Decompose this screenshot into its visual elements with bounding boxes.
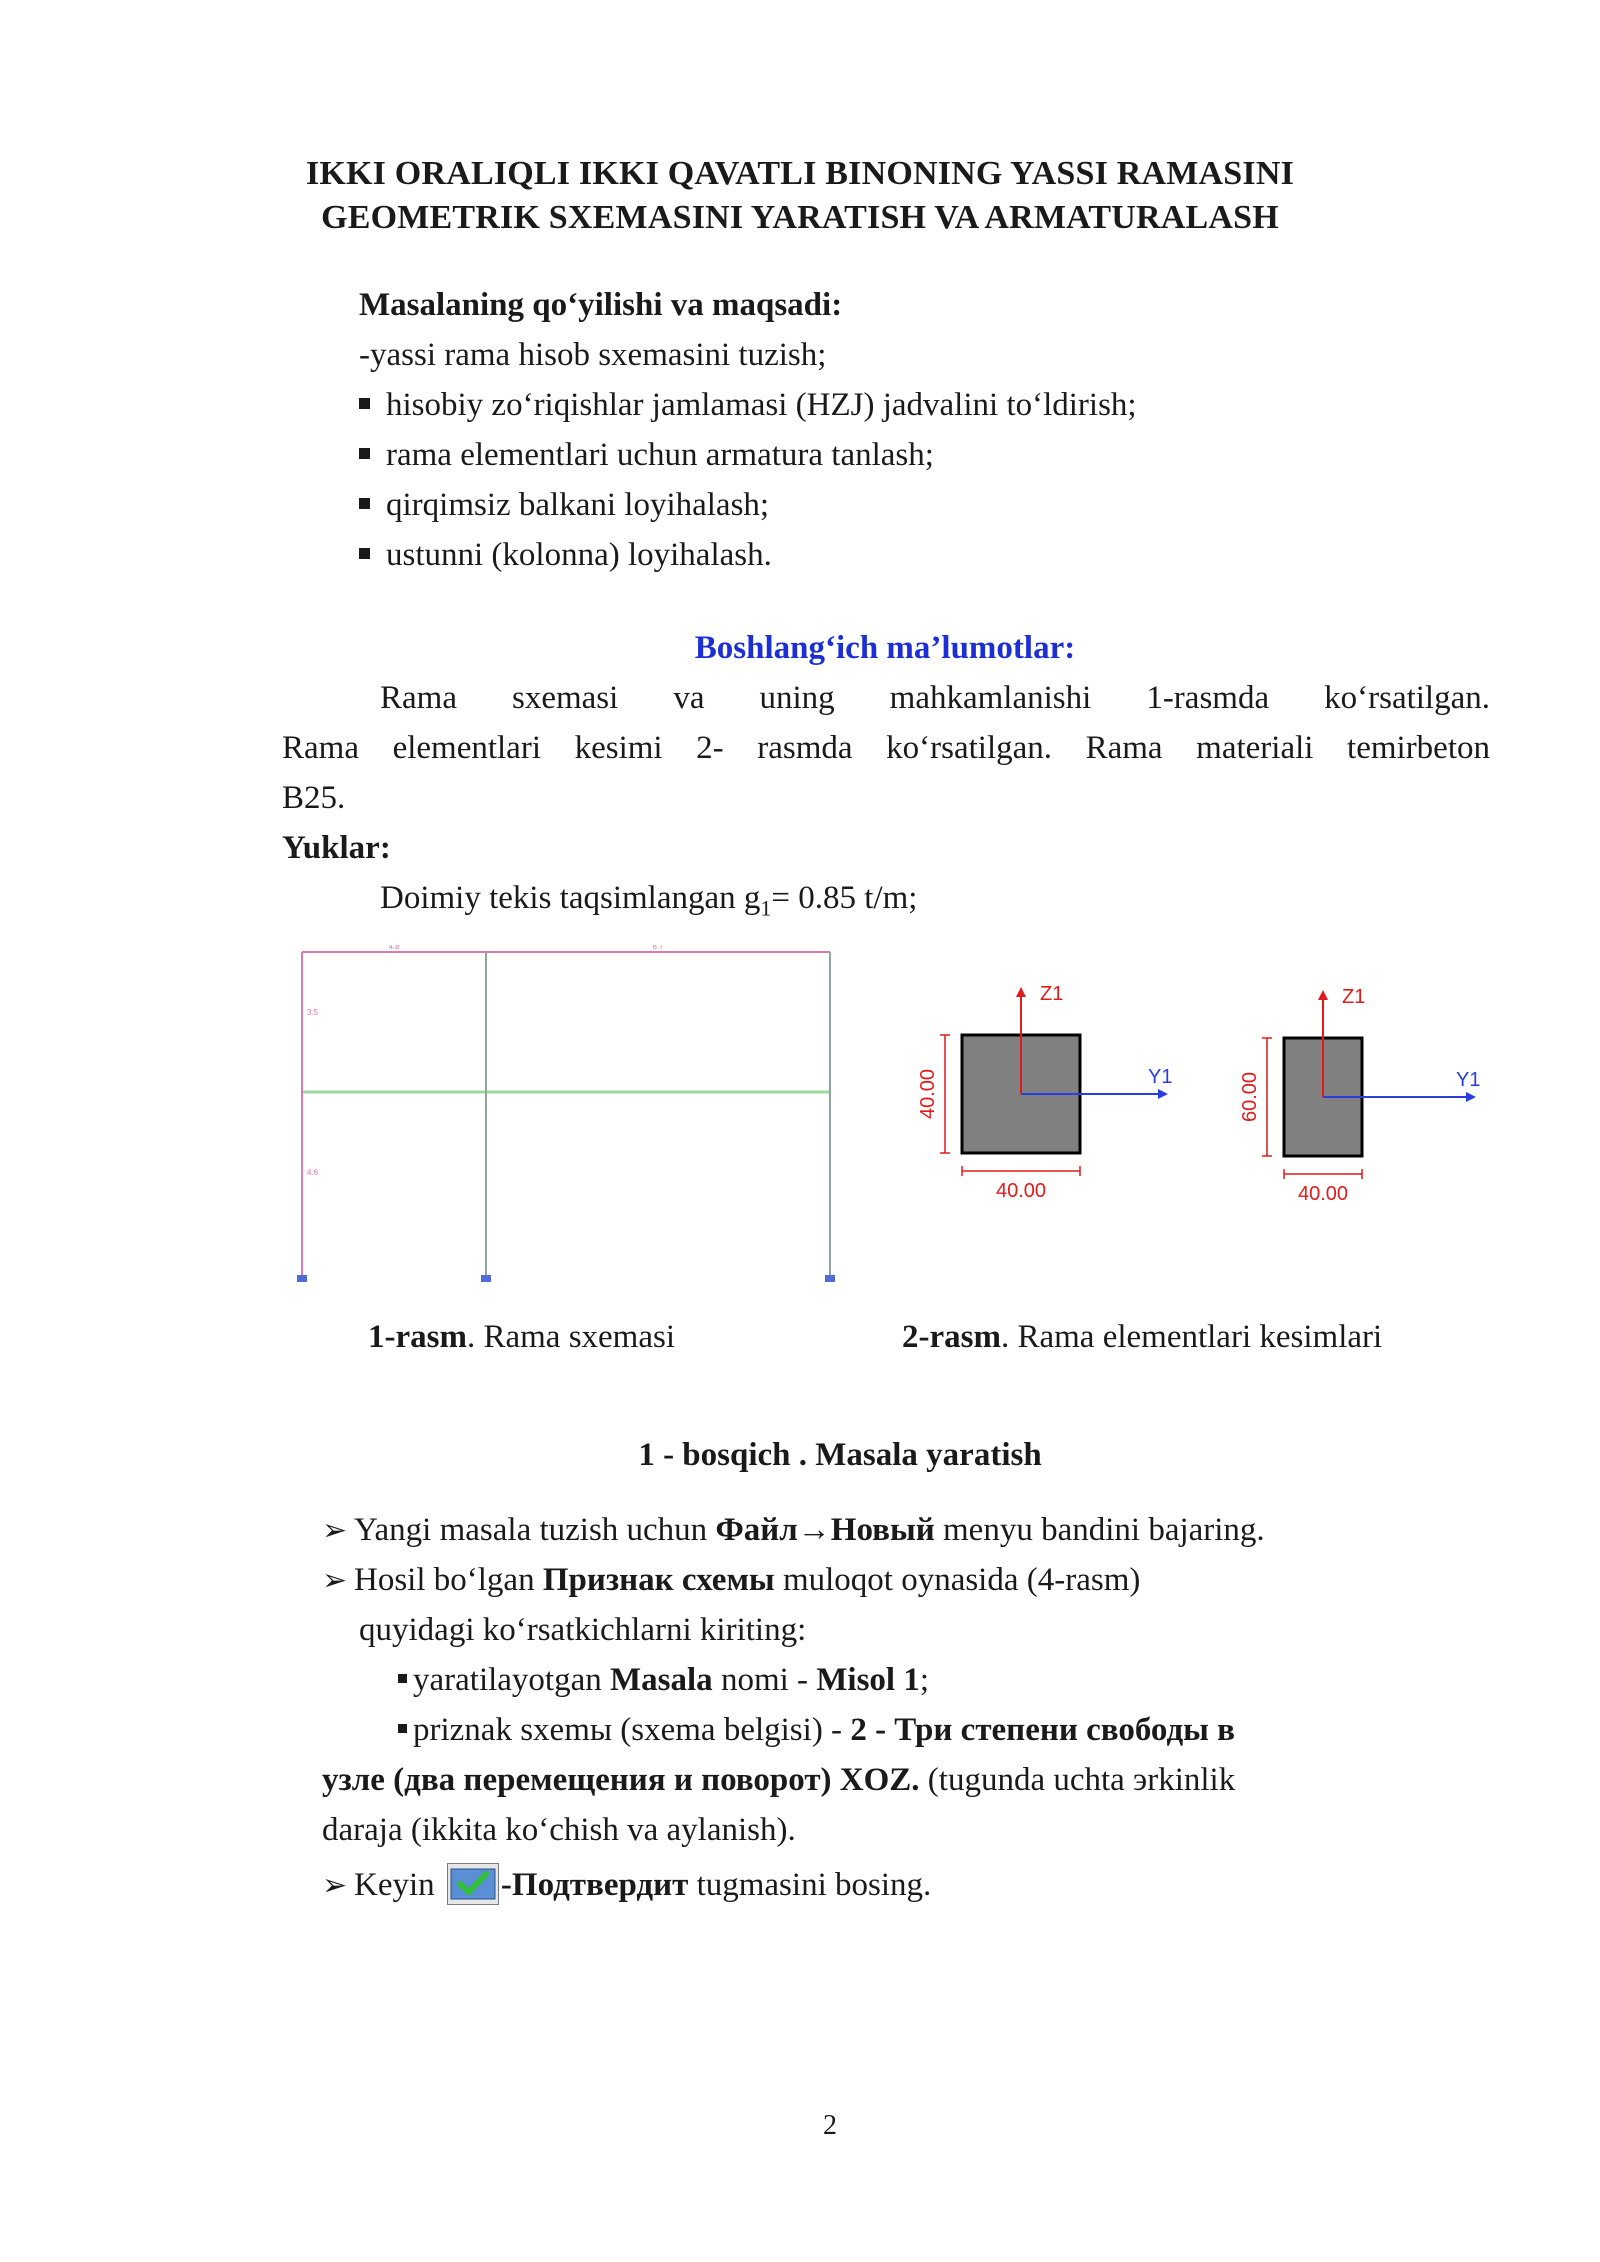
bullet-square-icon: [359, 498, 370, 509]
span-label: 4.8: [388, 945, 400, 951]
confirm-checkmark-icon: [447, 1863, 499, 1905]
goals-item: rama elementlari uchun armatura tanlash;: [359, 430, 934, 480]
goals-heading: Masalaning qo‘yilishi va maqsadi:: [359, 287, 843, 323]
initial-paragraph-line2: Rama elementlari kesimi 2- rasmda ko‘rsatilgan. Rama materiali temirbeton: [282, 730, 1490, 766]
bullet-square-icon: [398, 1674, 407, 1683]
bullet-square-icon: [398, 1724, 407, 1733]
arrow-bullet-icon: ➢: [322, 1869, 348, 1902]
span-label: 8.7: [652, 945, 664, 951]
section-40x60: [1239, 986, 1480, 1205]
sub-item-continuation: daraja (ikkita ko‘chish va aylanish).: [322, 1812, 796, 1848]
height-label: 4.6: [307, 1168, 319, 1177]
y-axis-label: Y1: [1148, 1066, 1173, 1088]
initial-paragraph-line1: Rama sxemasi va uning mahkamlanishi 1-rasmda ko‘rsatilgan.: [380, 680, 1490, 716]
goals-item: hisobiy zo‘riqishlar jamlamasi (HZJ) jadvalini to‘ldirish;: [359, 380, 1137, 430]
sub-item: yaratilayotgan Masala nomi - Misol 1;: [398, 1655, 929, 1705]
height-label: 3.5: [307, 1008, 319, 1017]
goals-item: qirqimsiz balkani loyihalash;: [359, 480, 769, 530]
sub-item: priznak sxemы (sxema belgisi) - 2 - Три степени свободы в: [398, 1705, 1235, 1755]
doc-title-line1: IKKI ORALIQLI IKKI QAVATLI BINONING YASSI RAMASINI: [305, 155, 1295, 192]
doc-title-line2: GEOMETRIK SXEMASINI YARATISH VA ARMATURALASH: [321, 199, 1279, 236]
height-dimension: 40.00: [917, 1068, 939, 1120]
z-axis-label: Z1: [1040, 983, 1064, 1005]
sections-figure: [900, 975, 1500, 1215]
sub-item-continuation: узле (два перемещения и поворот) XOZ. (tugunda uchta эrkinlik: [322, 1762, 1236, 1798]
step-item: ➢ Keyin -Подтвердит tugmasini bosing.: [322, 1860, 931, 1911]
width-dimension: 40.00: [995, 1180, 1047, 1202]
initial-paragraph-line3: B25.: [282, 780, 346, 816]
arrow-bullet-icon: ➢: [322, 1514, 348, 1547]
initial-heading: Boshlang‘ich ma’lumotlar:: [694, 630, 1076, 666]
step-item: ➢ Hosil bo‘lgan Признак схемы muloqot oynasida (4-rasm): [322, 1555, 1140, 1606]
support-icon: [297, 1275, 307, 1282]
z-axis-label: Z1: [1342, 986, 1366, 1008]
loads-heading: Yuklar:: [282, 830, 391, 866]
y-axis-label: Y1: [1456, 1069, 1481, 1091]
support-icon: [481, 1275, 491, 1282]
goals-item: ustunni (kolonna) loyihalash.: [359, 530, 772, 580]
bullet-square-icon: [359, 548, 370, 559]
section-40x40: [917, 983, 1172, 1202]
step-item: ➢ Yangi masala tuzish uchun Файл→Новый menyu bandini bajaring.: [322, 1505, 1265, 1556]
bullet-square-icon: [359, 448, 370, 459]
height-dimension: 60.00: [1239, 1071, 1261, 1123]
figure1-caption: 1-rasm. Rama sxemasi: [368, 1319, 676, 1355]
figure2-caption: 2-rasm. Rama elementlari kesimlari: [902, 1319, 1383, 1355]
bullet-square-icon: [359, 398, 370, 409]
goals-intro: -yassi rama hisob sxemasini tuzish;: [359, 337, 827, 373]
arrow-bullet-icon: ➢: [322, 1564, 348, 1597]
frame-scheme-figure: [290, 945, 850, 1290]
support-icon: [825, 1275, 835, 1282]
page-number: 2: [823, 2110, 837, 2141]
width-dimension: 40.00: [1297, 1183, 1349, 1205]
loads-text: Doimiy tekis taqsimlangan $g_1= 0.85$ t/m;: [380, 880, 918, 921]
stage-heading: 1 - bosqich . Masala yaratish: [638, 1437, 1042, 1473]
step-continuation: quyidagi ko‘rsatkichlarni kiriting:: [359, 1612, 807, 1648]
